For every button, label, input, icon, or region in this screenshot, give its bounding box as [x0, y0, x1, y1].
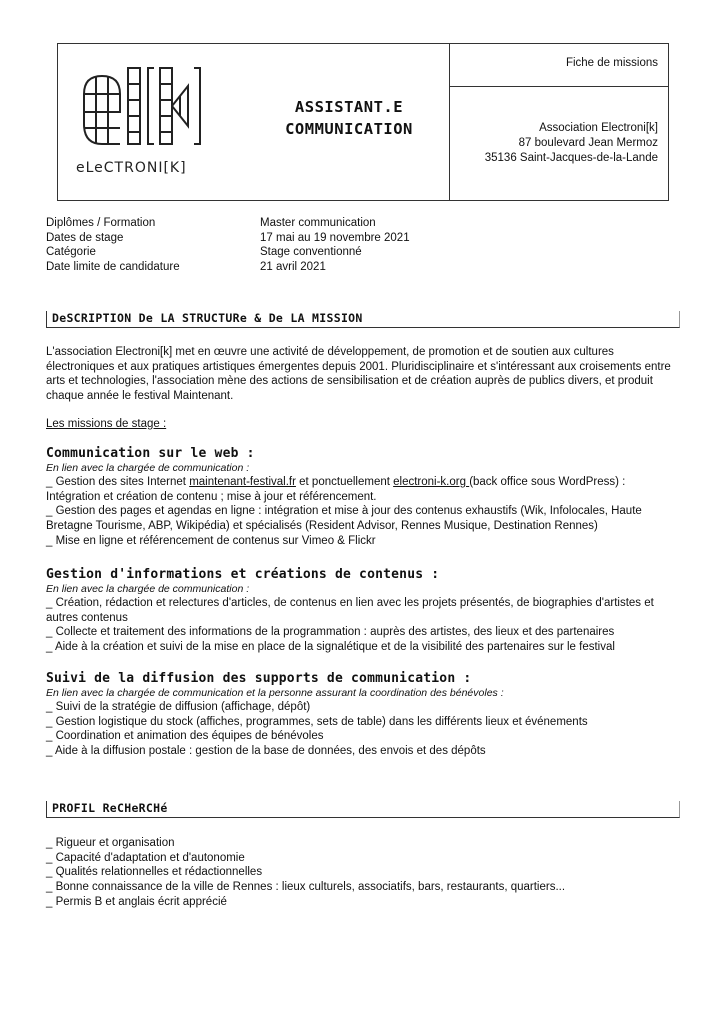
- detail-value: 17 mai au 19 novembre 2021: [260, 231, 410, 244]
- text-segment: _ Gestion des sites Internet: [46, 476, 190, 488]
- section-header-profile: [46, 801, 680, 818]
- detail-key: Dates de stage: [46, 231, 124, 244]
- mission-line: Bretagne Tourisme, ABP, Wikipédia) et spécialisés (Resident Advisor, Rennes Musique, Destination Rennes): [46, 520, 598, 533]
- mission-title: Suivi de la diffusion des supports de communication :: [46, 671, 472, 686]
- document-type: Fiche de missions: [565, 57, 658, 69]
- mission-line: Intégration et création de contenu ; mise à jour et référencement.: [46, 490, 377, 503]
- document-title: [254, 96, 444, 140]
- address-line: Association Electroni[k]: [539, 122, 658, 134]
- mission-line: _ Aide à la création et suivi de la mise en place de la signalétique et de la visibilité des partenaires sur le festival: [46, 641, 615, 654]
- section-title: PROFIL ReCHeRCHé: [52, 801, 168, 815]
- profile-item: _ Bonne connaissance de la ville de Rennes : lieux culturels, associatifs, bars, restaurants, quartiers...: [46, 881, 566, 894]
- mission-context: En lien avec la chargée de communication :: [46, 462, 250, 474]
- mission-line: [46, 475, 682, 490]
- mission-line: _ Mise en ligne et référencement de contenus sur Vimeo & Flickr: [46, 534, 376, 547]
- electronik-logo: [76, 64, 216, 184]
- profile-item: _ Capacité d'adaptation et d'autonomie: [46, 851, 245, 864]
- title-line-1: ASSISTANT.E: [294, 98, 404, 116]
- mission-line: _ Création, rédaction et relectures d'articles, de contenus en lien avec les projets présentés, de biographies d'artistes et: [46, 597, 654, 609]
- link-electroni-k[interactable]: electroni-k.org: [393, 476, 470, 488]
- address-line: 87 boulevard Jean Mermoz: [518, 137, 658, 149]
- logo-mark-icon: [76, 64, 216, 160]
- header-divider-vertical: [449, 44, 450, 200]
- title-line-2: COMMUNICATION: [285, 120, 413, 138]
- organization-address: [485, 121, 658, 166]
- mission-content: [46, 567, 682, 655]
- detail-row: [46, 216, 410, 231]
- detail-value: 21 avril 2021: [260, 260, 326, 273]
- link-maintenant-festival[interactable]: maintenant-festival.fr: [189, 476, 296, 488]
- header-box: [57, 43, 669, 201]
- detail-key: Catégorie: [46, 246, 96, 258]
- intro-paragraph: L'association Electroni[k] met en œuvre une activité de développement, de promotion et de soutien aux cultures électroniques et aux pratiques artistiques émergentes depuis 2001. Pluridisciplinaire et s'intéressant aux croisements entre arts et technologies, l'association mène des actions de sensibilisation et de création auprès de publics divers, et produit chaque année le festival Maintenant.: [46, 346, 671, 403]
- mission-context: En lien avec la chargée de communication :: [46, 583, 250, 595]
- mission-diffusion: [46, 671, 682, 759]
- detail-key: Date limite de candidature: [46, 260, 180, 273]
- missions-label: Les missions de stage :: [46, 418, 167, 430]
- mission-line: _ Aide à la diffusion postale : gestion de la base de données, des envois et des dépôts: [46, 745, 486, 758]
- mission-line: autres contenus: [46, 611, 128, 624]
- mission-title: Communication sur le web :: [46, 446, 255, 461]
- mission-line: _ Coordination et animation des équipes de bénévoles: [46, 730, 324, 743]
- detail-key: Diplômes / Formation: [46, 217, 156, 229]
- detail-row: [46, 231, 410, 246]
- detail-value: Stage conventionné: [260, 246, 362, 258]
- mission-title: Gestion d'informations et créations de contenus :: [46, 567, 440, 582]
- text-segment: (back office sous WordPress) :: [469, 476, 626, 488]
- profile-item: _ Permis B et anglais écrit apprécié: [46, 895, 227, 908]
- header-divider-horizontal: [449, 86, 668, 87]
- profile-list: [46, 836, 682, 910]
- mission-context: En lien avec la chargée de communication et la personne assurant la coordination des bénévoles :: [46, 687, 504, 699]
- mission-line: _ Collecte et traitement des informations de la programmation : auprès des artistes, des lieux et des partenaires: [46, 626, 615, 639]
- section-title: DeSCRIPTION De LA STRUCTURe & De LA MISSION: [52, 311, 363, 325]
- detail-row: [46, 260, 410, 275]
- address-line: 35136 Saint-Jacques-de-la-Lande: [484, 152, 658, 164]
- mission-line: _ Gestion des pages et agendas en ligne : intégration et mise à jour des contenus exhaustifs (Wik, Infolocales, Haute: [46, 505, 642, 518]
- mission-web: [46, 446, 682, 549]
- mission-line: _ Gestion logistique du stock (affiches, programmes, sets de table) dans les différents lieux et événements: [46, 715, 588, 728]
- detail-value: Master communication: [260, 217, 376, 229]
- section-header-description: [46, 311, 680, 328]
- mission-line: _ Suivi de la stratégie de diffusion (affichage, dépôt): [46, 701, 311, 713]
- profile-item: _ Rigueur et organisation: [46, 837, 175, 849]
- detail-row: [46, 245, 410, 260]
- profile-item: _ Qualités relationnelles et rédactionnelles: [46, 866, 263, 879]
- internship-details: [46, 216, 410, 274]
- text-segment: et ponctuellement: [295, 476, 394, 488]
- logo-wordmark: eLeCTRONI[K]: [76, 160, 187, 176]
